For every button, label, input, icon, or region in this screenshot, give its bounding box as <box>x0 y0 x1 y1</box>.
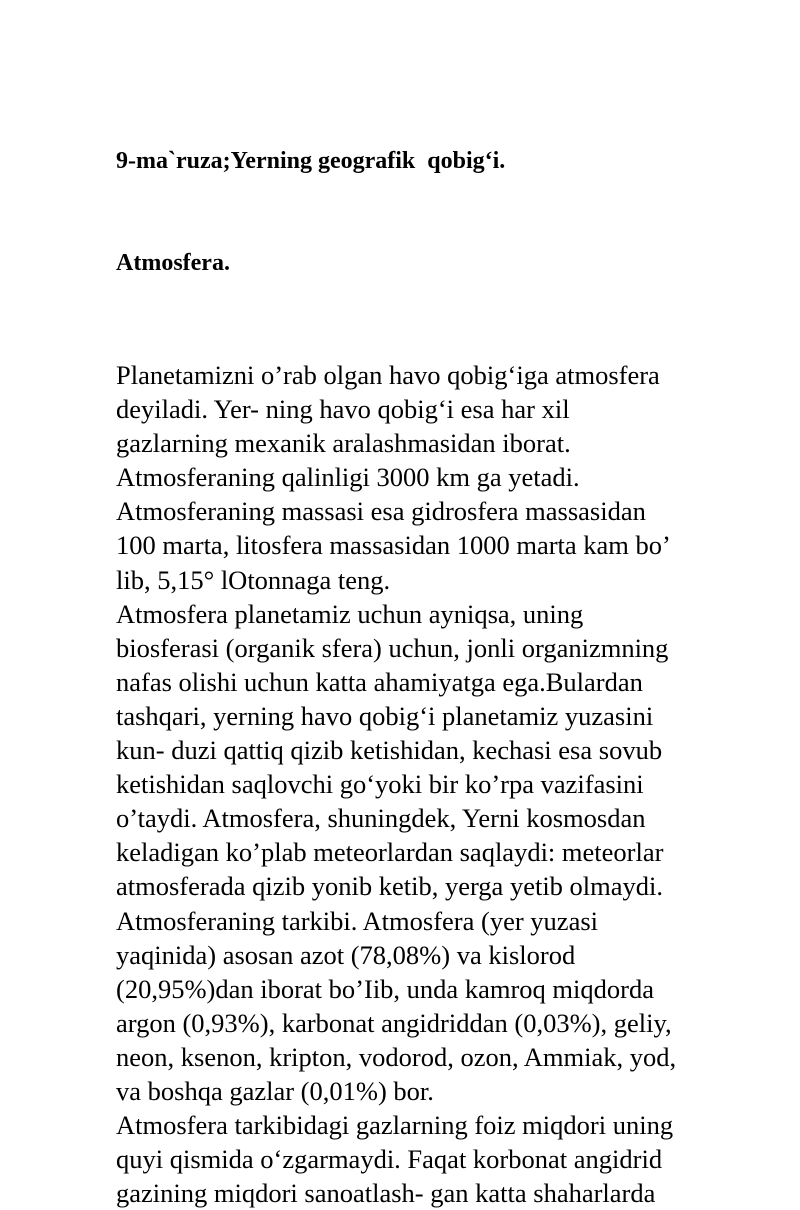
text-line: gazining miqdori sanoatlash- gan katta shaharlarda <box>116 1178 656 1209</box>
text-line: va boshqa gazlar (0,01%) bor. <box>116 1075 434 1106</box>
text-line: Atmosfera tarkibidagi gazlarning foiz miqdori uning <box>116 1110 674 1141</box>
text-line: biosferasi (organik sfera) uchun, jonli organizmning <box>116 632 669 663</box>
document-page <box>116 76 756 1210</box>
text-line: Atmosferaning qalinligi 3000 km ga yetadi. <box>116 462 580 493</box>
text-line: deyiladi. Yer- ning havo qobig‘i esa har xil <box>116 394 570 425</box>
text-line: Atmosferaning massasi esa gidrosfera massasidan <box>116 496 646 527</box>
text-line: keladigan ko’plab meteorlardan saqlaydi: meteorlar <box>116 837 664 868</box>
text-line: argon (0,93%), karbonat angidriddan (0,03%), geliy, <box>116 1007 672 1038</box>
text-line: atmosferada qizib yonib ketib, yerga yetib olmaydi. <box>116 871 664 902</box>
text-line: nafas olishi uchun katta ahamiyatga ega.Bulardan <box>116 666 643 697</box>
text-line: Atmosferaning tarkibi. Atmosfera (yer yuzasi <box>116 905 599 936</box>
text-line: Atmosfera planetamiz uchun ayniqsa, uning <box>116 598 584 629</box>
text-line: Planetamizni o’rab olgan havo qobig‘iga atmosfera <box>116 360 660 390</box>
text-line: tashqari, yerning havo qobig‘i planetamiz yuzasini <box>116 700 654 731</box>
text-line: (20,95%)dan iborat bo’Iib, unda kamroq miqdorda <box>116 973 654 1004</box>
text-line: yaqinida) asosan azot (78,08%) va kislorod <box>116 939 576 970</box>
text-line: lib, 5,15° lOtonnaga teng. <box>116 564 391 595</box>
text-line: neon, ksenon, kripton, vodorod, ozon, Ammiak, yod, <box>116 1041 677 1072</box>
title-line: Atmosfera. <box>116 250 230 276</box>
text-line: kun- duzi qattiq qizib ketishidan, kechasi esa sovub <box>116 735 663 766</box>
title-line: 9-ma`ruza;Yerning geografik qobig‘i. <box>116 148 506 174</box>
text-line: gazlarning mexanik aralashmasidan iborat. <box>116 428 571 459</box>
body-text <box>116 358 756 1210</box>
text-line: quyi qismida o‘zgarmaydi. Faqat korbonat angidrid <box>116 1144 663 1175</box>
page-title <box>116 76 756 348</box>
text-line: o’taydi. Atmosfera, shuningdek, Yerni kosmosdan <box>116 803 646 834</box>
text-line: ketishidan saqlovchi go‘yoki bir ko’rpa vazifasini <box>116 769 644 800</box>
text-line: 100 marta, litosfera massasidan 1000 marta kam bo’ <box>116 530 671 561</box>
